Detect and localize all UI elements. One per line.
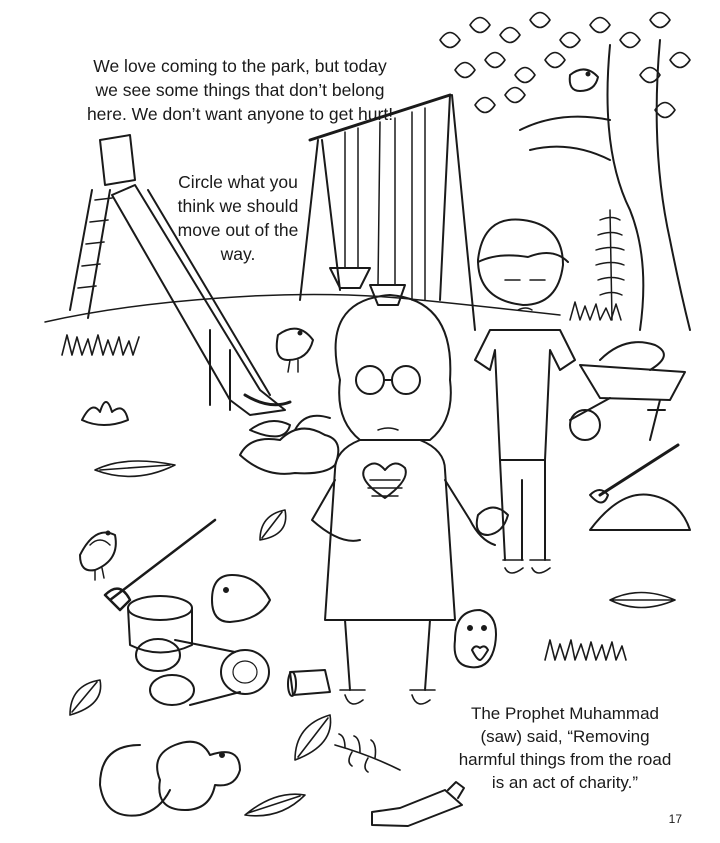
can xyxy=(288,670,330,696)
plant-sprig xyxy=(335,734,400,772)
rocks xyxy=(240,416,338,474)
bird-top xyxy=(277,329,313,372)
instruction-text: Circle what you think we should move out of the way. xyxy=(177,172,299,264)
banana-peel xyxy=(82,402,128,425)
grass-mid xyxy=(570,302,621,320)
hadith-quote: The Prophet Muhammad (saw) said, “Removing harmful things from the road is an act of charity.” xyxy=(458,704,672,792)
boy-figure xyxy=(475,220,575,574)
intro-text: We love coming to the park, but today we see some things that don’t belong here. We don’t want anyone to get hurt! xyxy=(86,56,394,124)
heart-bird xyxy=(455,610,496,667)
bird-left xyxy=(80,532,116,581)
bottle xyxy=(372,782,464,826)
girl-figure xyxy=(312,295,495,704)
grass-right xyxy=(545,640,626,660)
wheelbarrow xyxy=(570,342,685,440)
grass-left xyxy=(62,335,139,355)
page-number: 17 xyxy=(668,812,682,826)
ground-line xyxy=(45,294,560,322)
tree xyxy=(440,13,690,331)
stump-logs xyxy=(128,575,270,705)
shovel-pile xyxy=(590,445,690,530)
squirrel xyxy=(100,742,240,816)
